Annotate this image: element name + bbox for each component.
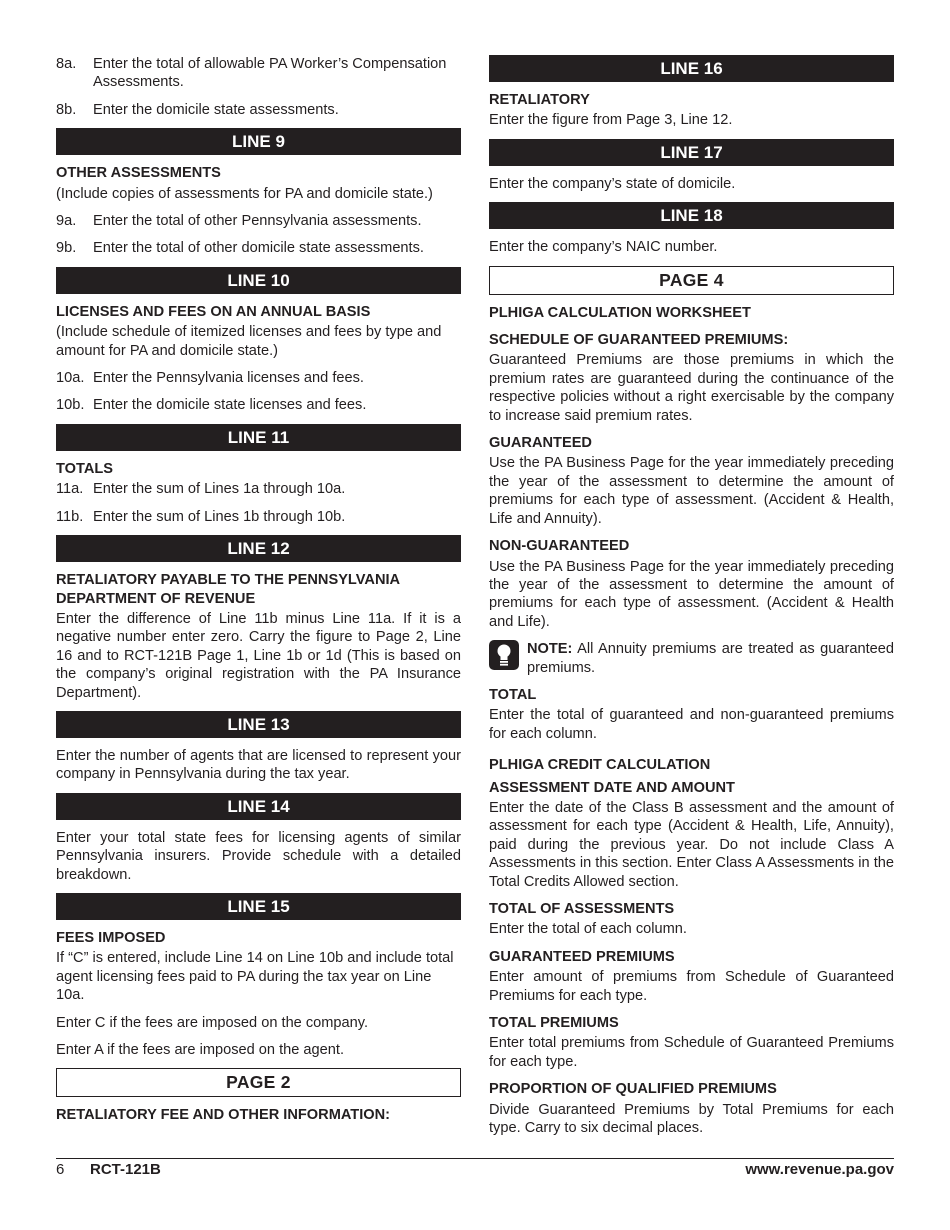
section-heading: FEES IMPOSED — [56, 929, 166, 946]
paragraph: Enter amount of premiums from Schedule of Guaranteed Premiums for each type. — [489, 969, 894, 1004]
paragraph: Enter the company’s NAIC number. — [489, 239, 718, 256]
note-text — [527, 640, 894, 677]
section-bar-line-18: LINE 18 — [489, 202, 894, 229]
section-heading: RETALIATORY FEE AND OTHER INFORMATION: — [56, 1107, 391, 1124]
item-number: 11a. — [56, 481, 84, 498]
section-bar-line-9: LINE 9 — [56, 128, 461, 155]
item-number: 8b. — [56, 101, 77, 118]
paragraph: Enter total premiums from Schedule of Guaranteed Premiums for each type. — [489, 1035, 894, 1070]
section-bar-line-17: LINE 17 — [489, 139, 894, 166]
paragraph: Enter the total of guaranteed and non-guaranteed premiums for each column. — [489, 707, 894, 742]
section-heading: RETALIATORY — [489, 92, 590, 108]
note-label: NOTE: — [527, 641, 573, 658]
paragraph: (Include schedule of itemized licenses and fees by type and amount for PA and domicile state.) — [56, 324, 442, 359]
paragraph: Enter your total state fees for licensing agents of similar Pennsylvania insurers. Provide schedule with a detailed breakdown. — [56, 829, 461, 883]
section-heading: SCHEDULE OF GUARANTEED PREMIUMS: — [489, 332, 789, 349]
paragraph: Enter the number of agents that are licensed to represent your company in Pennsylvania during the tax year. — [56, 747, 461, 783]
paragraph: Enter the total of each column. — [489, 921, 687, 938]
item-text: Enter the total of other domicile state assessments. — [93, 240, 424, 257]
paragraph: Guaranteed Premiums are those premiums in which the premium rates are guaranteed during the continuance of the respective policies without a right exercisable by the company to increase said premium rates. — [489, 352, 894, 424]
item-number: 10a. — [56, 370, 85, 387]
list-item — [56, 239, 461, 257]
section-bar-line-13: LINE 13 — [56, 711, 461, 738]
section-bar-line-12: LINE 12 — [56, 535, 461, 562]
section-heading: TOTALS — [56, 460, 114, 477]
paragraph: Use the PA Business Page for the year immediately preceding the year of the assessment to determine the amount of premiums for each type of assessment. (Accident & Health, Life and Annuity). — [489, 455, 894, 527]
list-item — [56, 212, 461, 230]
website-url: www.revenue.pa.gov — [745, 1161, 894, 1178]
list-item — [56, 369, 461, 387]
section-heading: ASSESSMENT DATE AND AMOUNT — [489, 779, 735, 796]
right-column — [489, 55, 894, 1146]
page-2-box: PAGE 2 — [56, 1068, 461, 1097]
note-body: All Annuity premiums are treated as guaranteed premiums. — [527, 641, 894, 676]
section-heading: TOTAL — [489, 686, 537, 703]
section-heading: TOTAL OF ASSESSMENTS — [489, 901, 675, 917]
list-item — [56, 480, 461, 498]
item-number: 8a. — [56, 56, 77, 72]
list-item — [56, 101, 461, 119]
section-bar-line-14: LINE 14 — [56, 793, 461, 820]
item-text: Enter the domicile state assessments. — [93, 101, 339, 118]
section-heading: GUARANTEED PREMIUMS — [489, 948, 675, 965]
item-number: 9b. — [56, 240, 77, 257]
left-column — [56, 55, 461, 1127]
note-callout — [489, 640, 894, 677]
paragraph: Enter the date of the Class B assessment and the amount of assessment for each type (Accident & Health, Life, Annuity), paid during the previous year. Do not include Class A Assessments in this section. Enter Class A Assessments in the Total Credits Allowed section. — [489, 799, 894, 890]
paragraph: Use the PA Business Page for the year immediately preceding the year of the assessment to determine the amount of premiums for each type of assessment. (Accident & Health and Life). — [489, 558, 894, 630]
section-bar-line-16: LINE 16 — [489, 55, 894, 82]
item-text: Enter the total of allowable PA Worker’s Compensation Assessments. — [93, 56, 447, 91]
paragraph: (Include copies of assessments for PA and domicile state.) — [56, 185, 433, 202]
paragraph: If “C” is entered, include Line 14 on Line 10b and include total agent licensing fees paid to PA during the tax year on Line 10a. — [56, 950, 454, 1004]
paragraph: Enter A if the fees are imposed on the agent. — [56, 1042, 345, 1058]
section-heading: PLHIGA CREDIT CALCULATION — [489, 757, 711, 774]
section-heading: TOTAL PREMIUMS — [489, 1015, 619, 1032]
item-text: Enter the total of other Pennsylvania assessments. — [93, 213, 422, 230]
paragraph: Enter the difference of Line 11b minus Line 11a. If it is a negative number enter zero. Carry the figure to Page 2, Line 16 and to RCT-121B Page 1, Line 1b or 1d (This is based on the company’s original registration with the PA Insurance Department). — [56, 610, 461, 701]
list-item — [56, 396, 461, 414]
paragraph: Divide Guaranteed Premiums by Total Premiums for each type. Carry to six decimal places. — [489, 1101, 894, 1137]
footer-divider — [56, 1158, 894, 1159]
section-heading: PROPORTION OF QUALIFIED PREMIUMS — [489, 1081, 777, 1098]
list-item — [56, 508, 461, 526]
item-text: Enter the sum of Lines 1b through 10b. — [93, 508, 346, 525]
section-heading: OTHER ASSESSMENTS — [56, 165, 221, 182]
lightbulb-icon — [489, 640, 527, 677]
paragraph: Enter the company’s state of domicile. — [489, 175, 736, 192]
section-heading: GUARANTEED — [489, 435, 592, 452]
item-number: 11b. — [56, 508, 84, 525]
page-4-box: PAGE 4 — [489, 266, 894, 295]
paragraph: Enter C if the fees are imposed on the company. — [56, 1014, 369, 1031]
section-bar-line-15: LINE 15 — [56, 893, 461, 920]
item-text: Enter the domicile state licenses and fees. — [93, 397, 367, 414]
page-number: 6 — [56, 1161, 65, 1178]
paragraph: Enter the figure from Page 3, Line 12. — [489, 112, 733, 129]
section-bar-line-10: LINE 10 — [56, 267, 461, 294]
form-number: RCT-121B — [90, 1161, 161, 1178]
section-bar-line-11: LINE 11 — [56, 424, 461, 451]
item-text: Enter the sum of Lines 1a through 10a. — [93, 481, 346, 498]
section-heading: LICENSES AND FEES ON AN ANNUAL BASIS — [56, 303, 371, 320]
item-text: Enter the Pennsylvania licenses and fees. — [93, 370, 364, 387]
section-heading: NON-GUARANTEED — [489, 538, 630, 555]
item-number: 9a. — [56, 213, 77, 230]
section-heading: RETALIATORY PAYABLE TO THE PENNSYLVANIA DEPARTMENT OF REVENUE — [56, 572, 400, 607]
item-number: 10b. — [56, 397, 85, 414]
section-heading: PLHIGA CALCULATION WORKSHEET — [489, 304, 751, 321]
list-item — [56, 55, 461, 92]
